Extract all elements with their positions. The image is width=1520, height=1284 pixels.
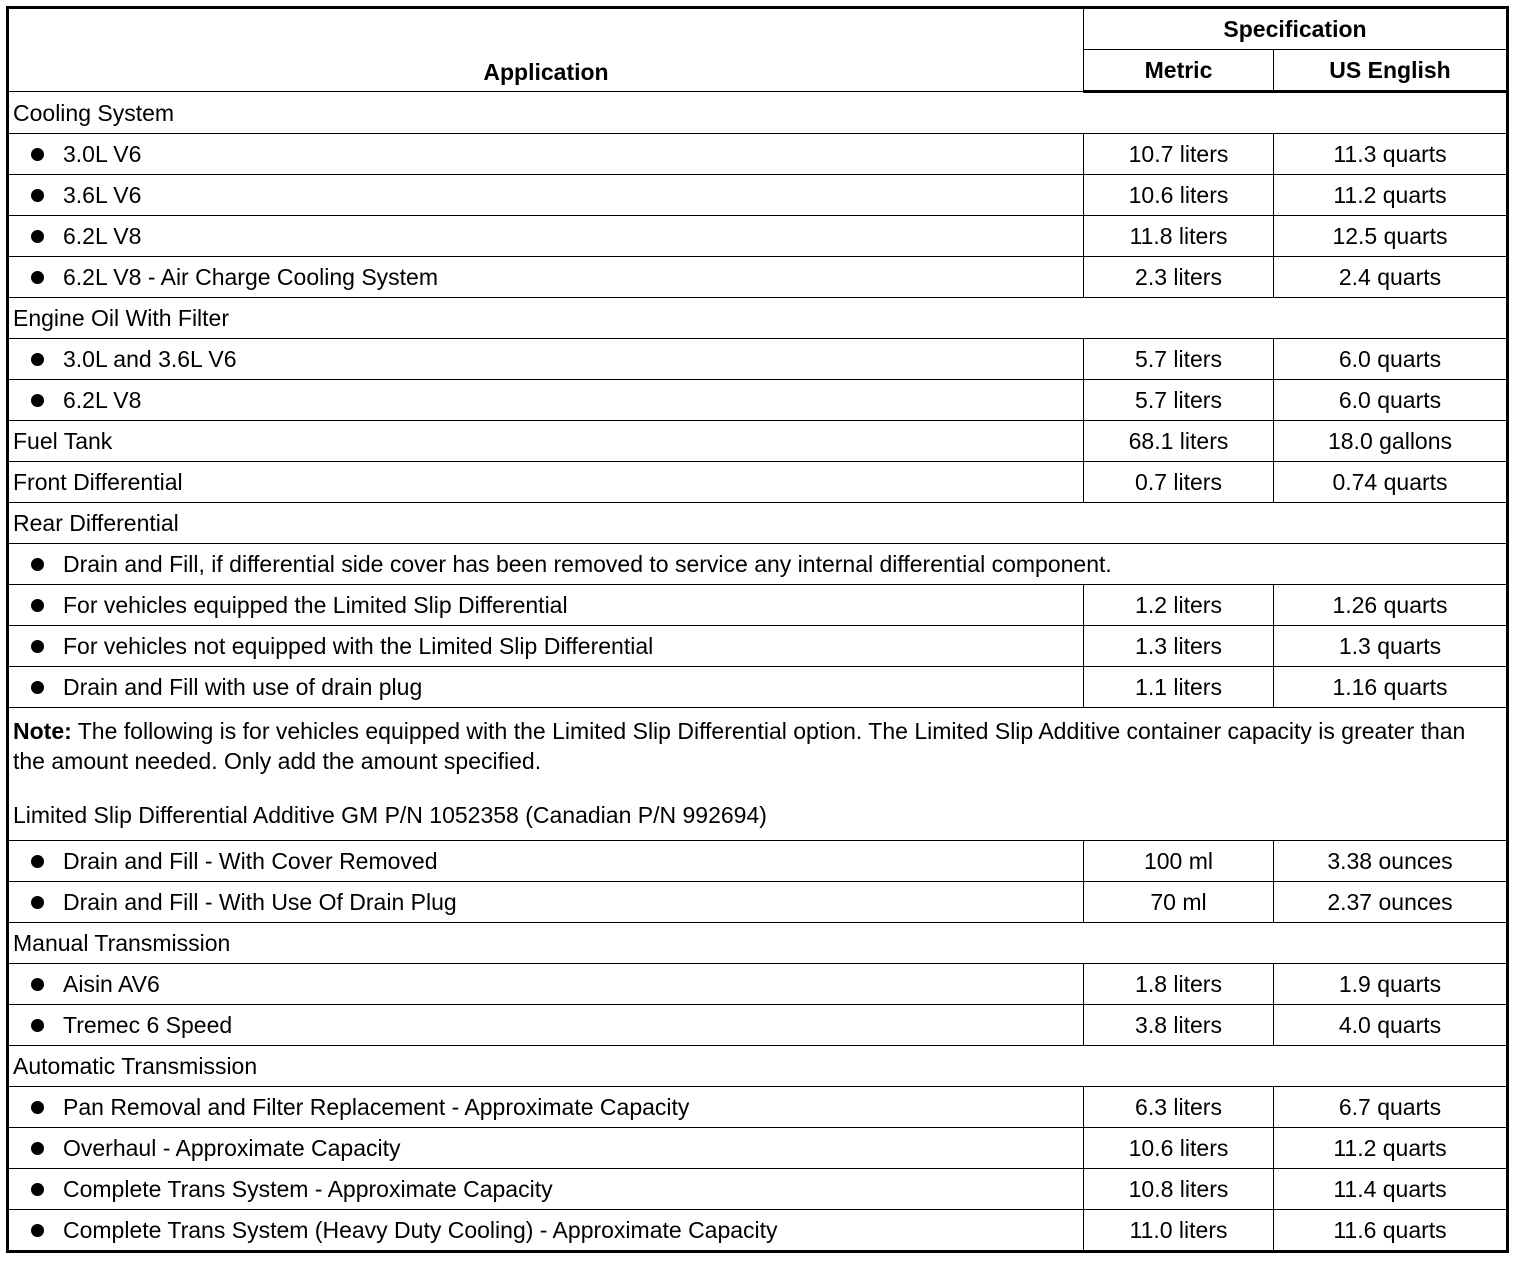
us-value: 6.0 quarts: [1274, 380, 1508, 421]
bullet-icon: [31, 1183, 44, 1196]
section-title-engine-oil: Engine Oil With Filter: [8, 298, 1508, 339]
row-label: Drain and Fill with use of drain plug: [63, 674, 423, 700]
bullet-icon: [31, 353, 44, 366]
section-title-auto-trans: Automatic Transmission: [8, 1046, 1508, 1087]
note-paragraph: [13, 716, 1502, 776]
bullet-icon: [31, 1101, 44, 1114]
table-row: [8, 841, 1508, 882]
us-value: 11.6 quarts: [1274, 1210, 1508, 1252]
us-value: 18.0 gallons: [1274, 421, 1508, 462]
us-value: 1.9 quarts: [1274, 964, 1508, 1005]
metric-value: 10.6 liters: [1084, 175, 1274, 216]
bullet-icon: [31, 394, 44, 407]
metric-value: 10.6 liters: [1084, 1128, 1274, 1169]
table-row: [8, 667, 1508, 708]
section-row: [8, 503, 1508, 544]
note-text: The following is for vehicles equipped with the Limited Slip Differential option. The Limited Slip Additive container capacity is greater than the amount needed. Only add the amount specified.: [13, 718, 1466, 774]
section-row: [8, 92, 1508, 134]
row-label: Front Differential: [8, 462, 1084, 503]
table-row: [8, 134, 1508, 175]
row-label: Fuel Tank: [8, 421, 1084, 462]
bullet-icon: [31, 1019, 44, 1032]
table-row: [8, 462, 1508, 503]
us-value: 11.4 quarts: [1274, 1169, 1508, 1210]
row-label: For vehicles equipped the Limited Slip Differential: [63, 592, 568, 618]
table-row: [8, 421, 1508, 462]
metric-value: 2.3 liters: [1084, 257, 1274, 298]
table-row: [8, 1005, 1508, 1046]
metric-value: 1.3 liters: [1084, 626, 1274, 667]
row-label: 6.2L V8: [63, 223, 142, 249]
row-label: Drain and Fill - With Use Of Drain Plug: [63, 889, 457, 915]
metric-value: 0.7 liters: [1084, 462, 1274, 503]
table-row: [8, 380, 1508, 421]
metric-value: 68.1 liters: [1084, 421, 1274, 462]
metric-value: 5.7 liters: [1084, 339, 1274, 380]
us-value: 11.2 quarts: [1274, 175, 1508, 216]
section-row: [8, 1046, 1508, 1087]
us-value: 6.7 quarts: [1274, 1087, 1508, 1128]
metric-value: 3.8 liters: [1084, 1005, 1274, 1046]
us-english-header: US English: [1274, 50, 1508, 92]
specification-header: Specification: [1084, 8, 1508, 50]
bullet-icon: [31, 599, 44, 612]
application-header: Application: [8, 8, 1084, 92]
table-row: [8, 216, 1508, 257]
metric-value: 10.7 liters: [1084, 134, 1274, 175]
bullet-icon: [31, 978, 44, 991]
note-row: [8, 708, 1508, 841]
us-value: 12.5 quarts: [1274, 216, 1508, 257]
bullet-icon: [31, 1142, 44, 1155]
bullet-icon: [31, 855, 44, 868]
table-row: [8, 1087, 1508, 1128]
bullet-icon: [31, 148, 44, 161]
table-row: [8, 1128, 1508, 1169]
row-label: 3.6L V6: [63, 182, 142, 208]
metric-value: 5.7 liters: [1084, 380, 1274, 421]
bullet-icon: [31, 189, 44, 202]
metric-value: 100 ml: [1084, 841, 1274, 882]
table-row: [8, 585, 1508, 626]
table-row: [8, 964, 1508, 1005]
fluid-capacities-table: [6, 6, 1509, 1253]
metric-value: 6.3 liters: [1084, 1087, 1274, 1128]
us-value: 1.3 quarts: [1274, 626, 1508, 667]
section-title-cooling: Cooling System: [8, 92, 1508, 134]
us-value: 2.4 quarts: [1274, 257, 1508, 298]
row-label: Drain and Fill, if differential side cover has been removed to service any internal differential component.: [63, 551, 1112, 577]
row-label: Aisin AV6: [63, 971, 160, 997]
table-row: [8, 1169, 1508, 1210]
section-title-manual-trans: Manual Transmission: [8, 923, 1508, 964]
table-row: [8, 626, 1508, 667]
bullet-icon: [31, 230, 44, 243]
row-label: 3.0L and 3.6L V6: [63, 346, 237, 372]
row-label: 6.2L V8: [63, 387, 142, 413]
row-label: Complete Trans System - Approximate Capacity: [63, 1176, 553, 1202]
us-value: 3.38 ounces: [1274, 841, 1508, 882]
bullet-icon: [31, 681, 44, 694]
metric-value: 11.8 liters: [1084, 216, 1274, 257]
us-value: 11.2 quarts: [1274, 1128, 1508, 1169]
us-value: 6.0 quarts: [1274, 339, 1508, 380]
table-row: [8, 882, 1508, 923]
table-row: [8, 1210, 1508, 1252]
bullet-icon: [31, 558, 44, 571]
row-label: Drain and Fill - With Cover Removed: [63, 848, 438, 874]
us-value: 11.3 quarts: [1274, 134, 1508, 175]
metric-value: 1.1 liters: [1084, 667, 1274, 708]
row-label: 3.0L V6: [63, 141, 142, 167]
row-label: For vehicles not equipped with the Limited Slip Differential: [63, 633, 654, 659]
us-value: 4.0 quarts: [1274, 1005, 1508, 1046]
row-label: Pan Removal and Filter Replacement - Approximate Capacity: [63, 1094, 690, 1120]
bullet-icon: [31, 896, 44, 909]
additive-title: Limited Slip Differential Additive GM P/N 1052358 (Canadian P/N 992694): [13, 802, 767, 828]
bullet-icon: [31, 1224, 44, 1237]
note-label: Note:: [13, 718, 72, 744]
row-label: Complete Trans System (Heavy Duty Cooling) - Approximate Capacity: [63, 1217, 778, 1243]
section-title-rear-diff: Rear Differential: [8, 503, 1508, 544]
note-cell: [8, 708, 1508, 841]
metric-value: 1.2 liters: [1084, 585, 1274, 626]
table-row: [8, 175, 1508, 216]
us-value: 0.74 quarts: [1274, 462, 1508, 503]
section-row: [8, 923, 1508, 964]
table-row: [8, 257, 1508, 298]
metric-value: 10.8 liters: [1084, 1169, 1274, 1210]
row-label: Tremec 6 Speed: [63, 1012, 233, 1038]
metric-value: 11.0 liters: [1084, 1210, 1274, 1252]
metric-value: 70 ml: [1084, 882, 1274, 923]
table-row: [8, 339, 1508, 380]
section-row: [8, 298, 1508, 339]
metric-value: 1.8 liters: [1084, 964, 1274, 1005]
header-row-top: [8, 8, 1508, 50]
row-label: Overhaul - Approximate Capacity: [63, 1135, 401, 1161]
bullet-icon: [31, 640, 44, 653]
table-row: [8, 544, 1508, 585]
metric-header: Metric: [1084, 50, 1274, 92]
row-label: 6.2L V8 - Air Charge Cooling System: [63, 264, 438, 290]
us-value: 2.37 ounces: [1274, 882, 1508, 923]
us-value: 1.16 quarts: [1274, 667, 1508, 708]
bullet-icon: [31, 271, 44, 284]
us-value: 1.26 quarts: [1274, 585, 1508, 626]
